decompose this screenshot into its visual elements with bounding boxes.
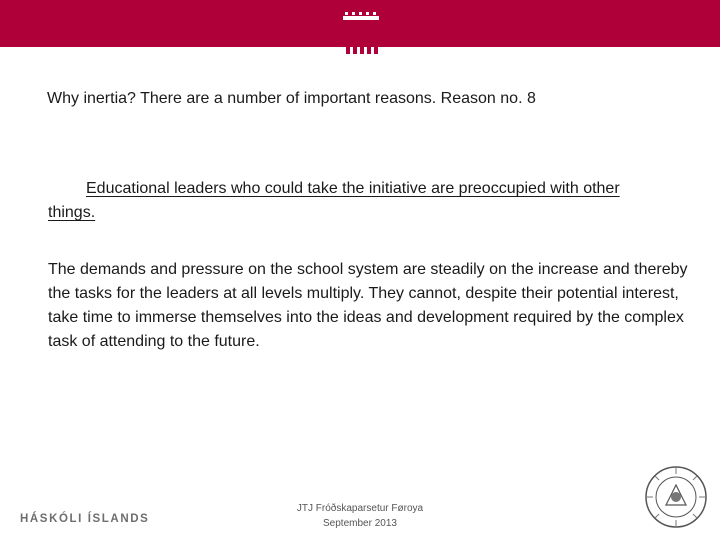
body-paragraph: The demands and pressure on the school system are steadily on the increase and thereby the tasks for the leaders at all levels multiply. They cannot, despite their potential interest, take time to immerse themselves into the ideas and development required by the complex task of attending to the future. [48, 261, 688, 350]
university-seal-icon [644, 465, 708, 529]
university-name: HÁSKÓLI ÍSLANDS [20, 513, 150, 525]
university-pillars-logo-icon [343, 12, 379, 54]
footer-line-1: JTJ Fróðskaparsetur Føroya [296, 503, 424, 514]
underlined-paragraph: Educational leaders who could take the initiative are preoccupied with other things. [48, 180, 620, 221]
footer-line-2: September 2013 [323, 518, 397, 529]
footer-text [270, 501, 450, 531]
slide-title: Why inertia? There are a number of important reasons. Reason no. 8 [47, 90, 536, 107]
